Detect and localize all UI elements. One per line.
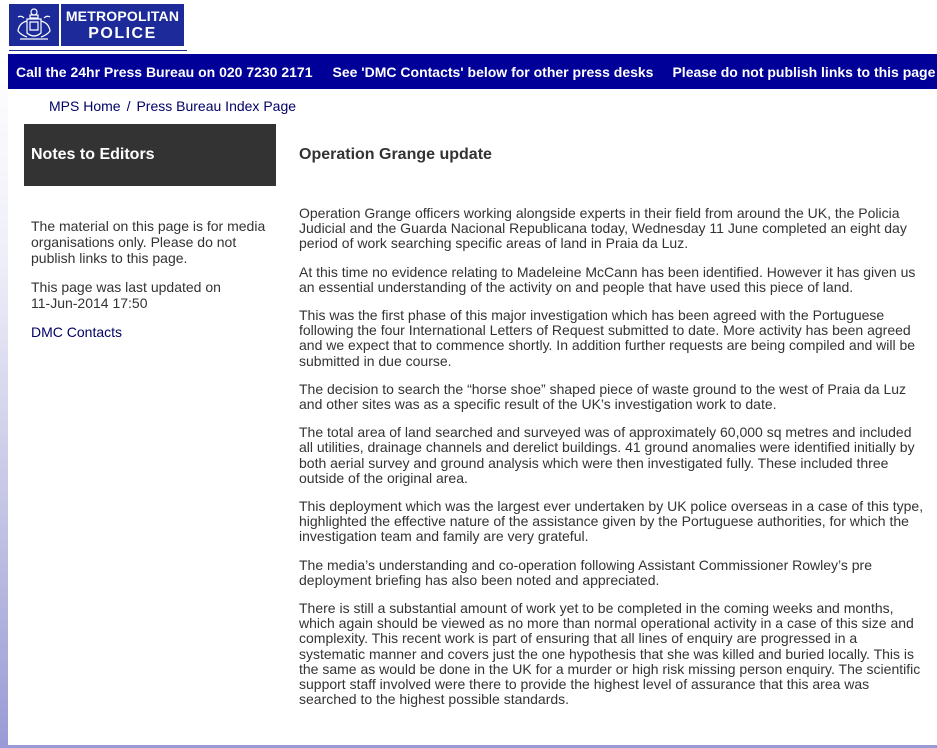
sidebar-title: Notes to Editors — [24, 124, 276, 186]
logo-line-2: POLICE — [88, 24, 157, 42]
article-body — [299, 206, 927, 720]
article-paragraph: There is still a substantial amount of work yet to be completed in the coming weeks and months, which again should be viewed as no more than normal operational activity in a case of this size and complexity. This recent work is part of ensuring that all lines of enquiry are progressed in a systematic manner and covers just the one hypothesis that she was killed and buried locally. This is the same as would be done in the UK for a murder or high risk missing person enquiry. The scientific support staff involved were there to provide the highest level of assurance that this area was searched to the highest possible standards. — [299, 600, 921, 708]
press-desks-note: See 'DMC Contacts' below for other press desks — [332, 63, 654, 80]
media-notice: The material on this page is for media organisations only. Please do not publish links to this page. — [31, 218, 266, 266]
article-paragraph: The media’s understanding and co-operation following Assistant Commissioner Rowley’s pre deployment briefing has also been noted and appreciated. — [299, 556, 873, 588]
breadcrumb-press-bureau-index[interactable]: Press Bureau Index Page — [136, 98, 297, 114]
no-links-note: Please do not publish links to this page — [672, 63, 936, 80]
left-decorative-strip — [0, 54, 8, 748]
last-updated-label: This page was last updated on — [31, 279, 221, 295]
article-paragraph: The decision to search the “horse shoe” shaped piece of waste ground to the west of Praia da Luz and other sites was as a specific result of the UK’s investigation work to date. — [299, 380, 907, 413]
logo-line-1: METROPOLITAN — [65, 7, 180, 24]
article-paragraph: This deployment which was the largest ever undertaken by UK police overseas in a case of this type, highlighted the effective nature of the assistance given by the Portuguese authorities, for which the investigation team and family are very grateful. — [299, 498, 924, 545]
article-paragraph: This was the first phase of this major investigation which has been agreed with the Portuguese following the four International Letters of Request submitted to date. More activity has been agreed and we expect that to commence shortly. In addition further requests are being compiled and will be submitted in due course. — [299, 307, 916, 369]
article-paragraph: The total area of land searched and surveyed was of approximately 60,000 sq metres and included all utilities, drainage channels and derelict buildings. 41 ground anomalies were identified initially by both aerial survey and ground analysis which were then investigated fully. These included three outside of the original area. — [299, 424, 915, 486]
sidebar-notes — [31, 218, 271, 353]
breadcrumb — [49, 98, 296, 114]
dmc-contacts-link[interactable]: DMC Contacts — [31, 324, 123, 340]
last-updated-value: 11-Jun-2014 17:50 — [31, 295, 148, 311]
logo-wordmark — [61, 4, 184, 46]
press-bureau-bar — [8, 54, 937, 89]
article-paragraph: At this time no evidence relating to Madeleine McCann has been identified. However it has given us an essential understanding of the activity on and people that have used this piece of land. — [299, 263, 916, 295]
last-updated — [31, 279, 271, 311]
article-title: Operation Grange update — [299, 146, 492, 163]
royal-crest-icon — [9, 4, 61, 46]
breadcrumb-mps-home[interactable]: MPS Home — [49, 98, 121, 114]
header-divider — [9, 50, 187, 51]
press-bureau-phone: Call the 24hr Press Bureau on 020 7230 2171 — [16, 63, 313, 80]
article-paragraph: Operation Grange officers working alongside experts in their field from around the UK, the Policia Judicial and the Guarda Nacional Republicana today, Wednesday 11 June completed an eight day period of work searching specific areas of land in Praia da Luz. — [299, 205, 907, 252]
met-police-logo[interactable] — [9, 4, 184, 46]
breadcrumb-separator: / — [126, 98, 131, 114]
